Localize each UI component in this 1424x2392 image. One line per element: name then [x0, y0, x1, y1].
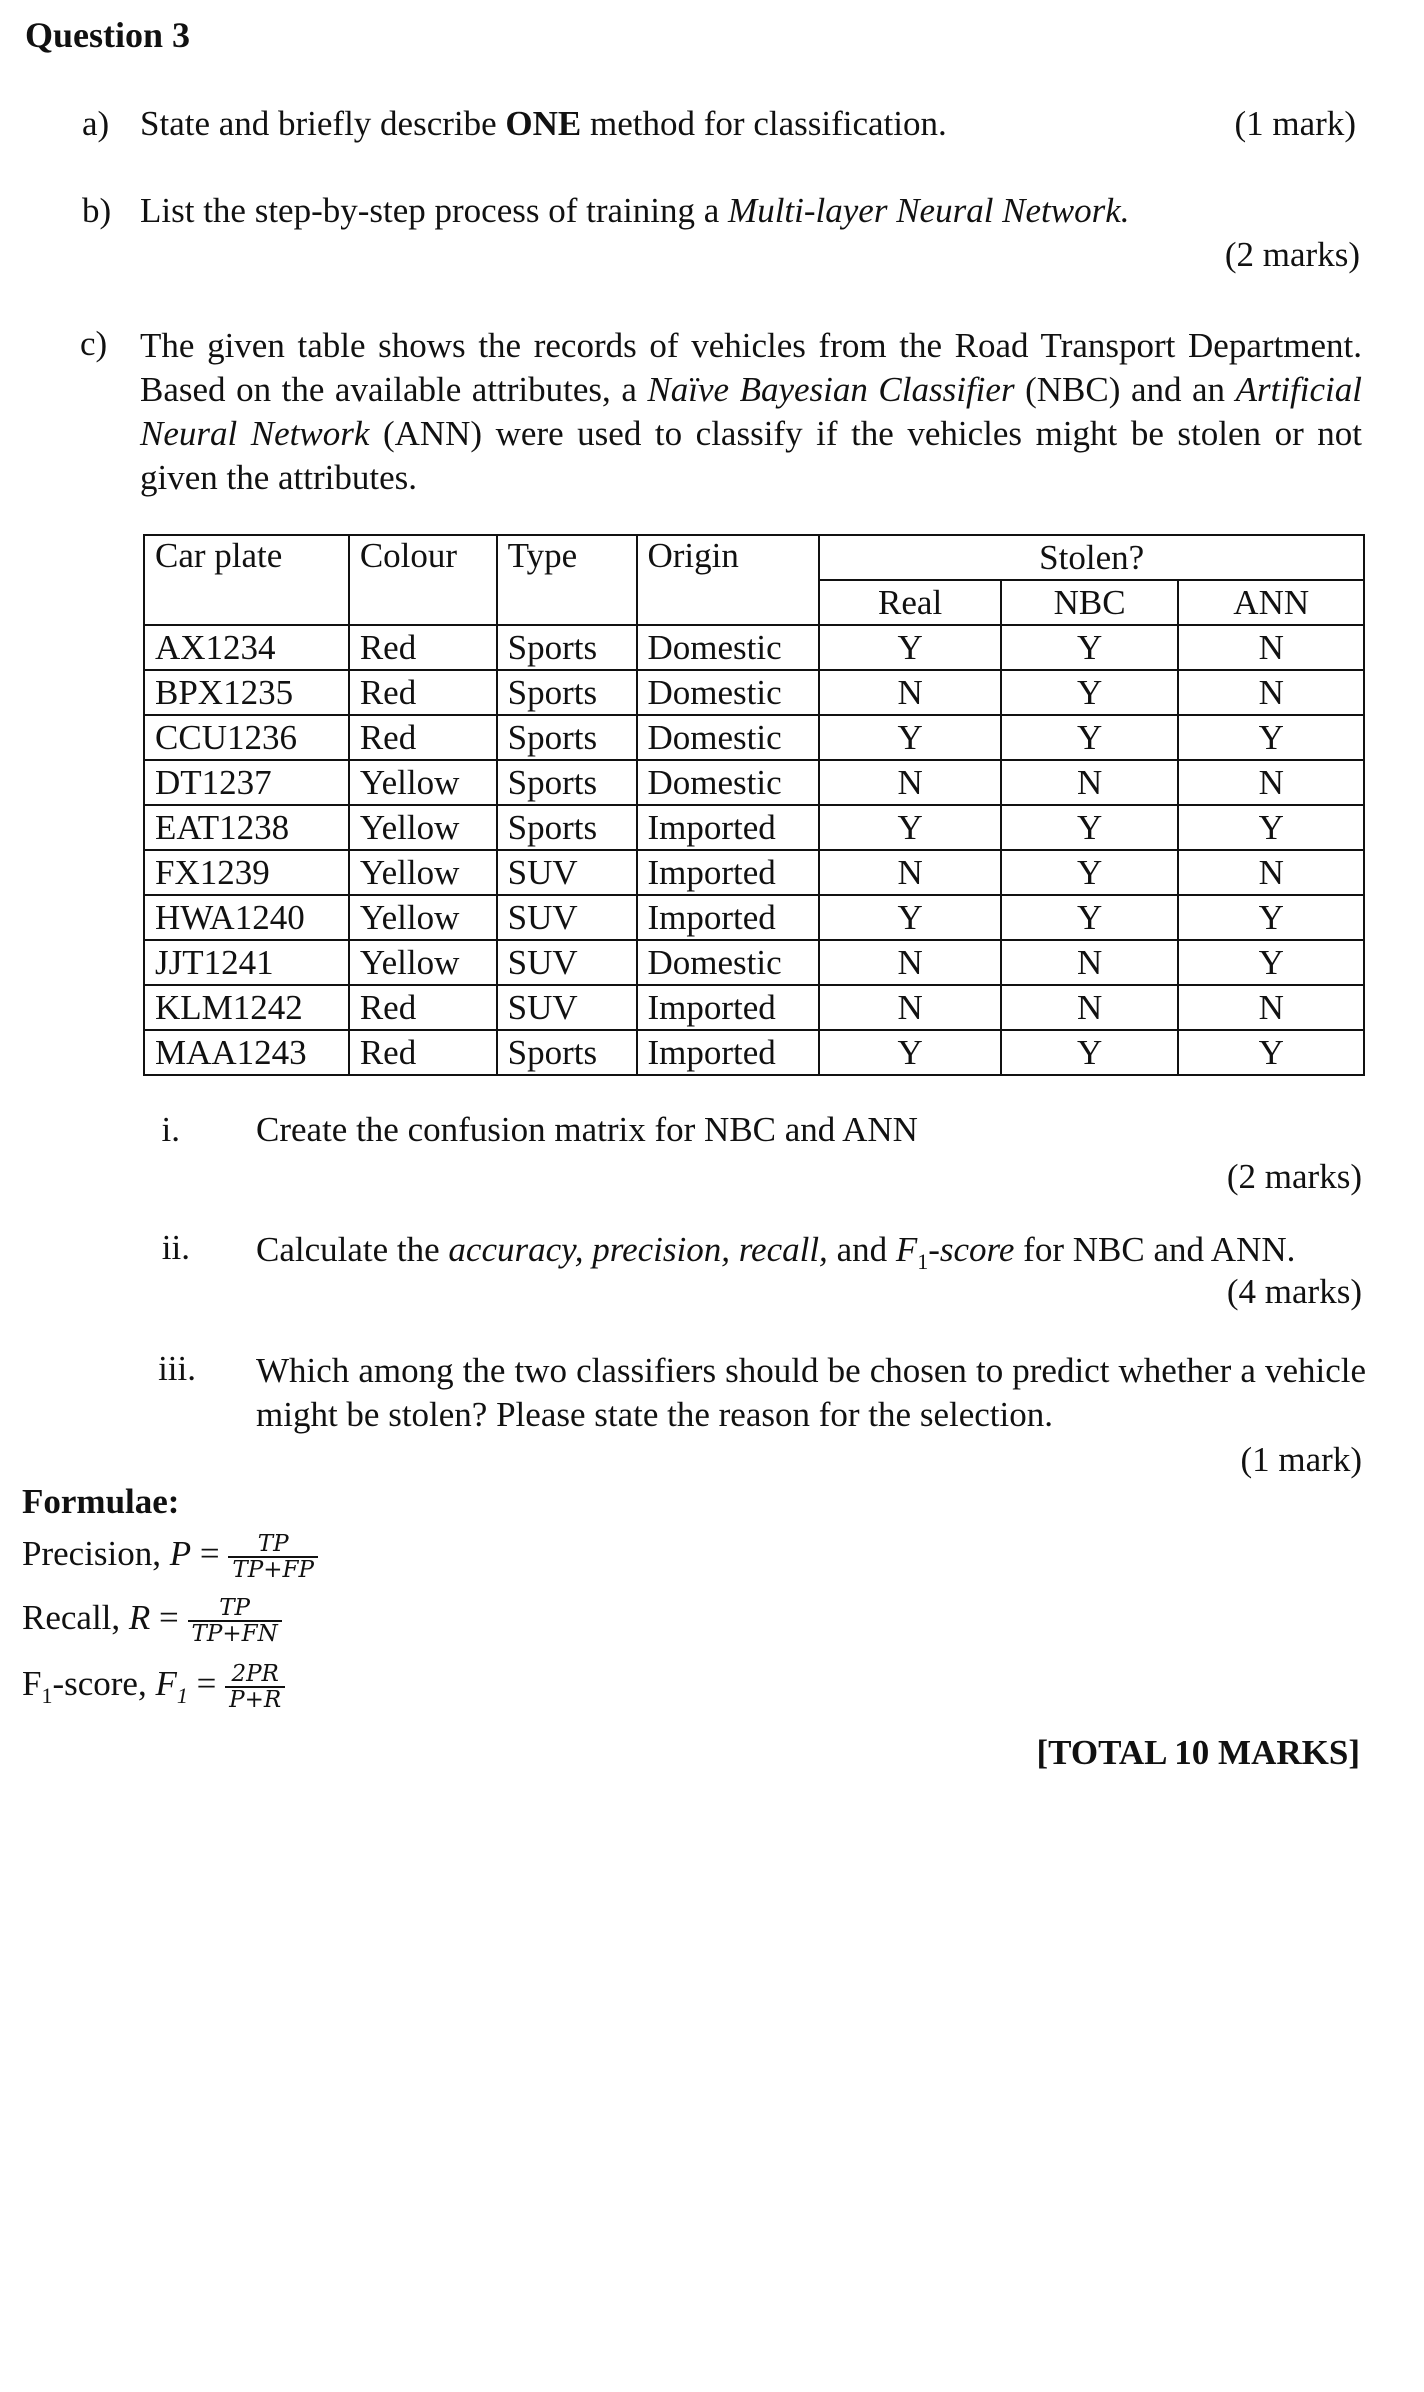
cell-nbc: N: [1001, 985, 1179, 1030]
cell-nbc: Y: [1001, 895, 1179, 940]
cell-origin: Domestic: [637, 760, 820, 805]
cell-ann: N: [1178, 760, 1364, 805]
cell-ann: Y: [1178, 940, 1364, 985]
f1-label-sub: 1: [41, 1683, 53, 1709]
cell-type: Sports: [497, 760, 637, 805]
header-colour: Colour: [349, 535, 497, 625]
cell-real: N: [819, 985, 1001, 1030]
cell-type: Sports: [497, 625, 637, 670]
header-car-plate: Car plate: [144, 535, 349, 625]
cell-colour: Red: [349, 715, 497, 760]
formula-precision: [22, 1532, 318, 1582]
cell-ann: N: [1178, 670, 1364, 715]
cell-type: Sports: [497, 670, 637, 715]
part-b-emphasis: Multi-layer Neural Network.: [728, 191, 1130, 230]
cell-nbc: Y: [1001, 625, 1179, 670]
table-row: [144, 625, 1364, 670]
precision-equals: =: [191, 1534, 229, 1574]
part-a-text-end: method for classification.: [581, 104, 947, 143]
cell-real: Y: [819, 715, 1001, 760]
part-b-text-start: List the step-by-step process of training a: [140, 191, 729, 230]
part-a-marks: (1 mark): [1234, 104, 1356, 143]
cell-colour: Yellow: [349, 940, 497, 985]
table-row: [144, 670, 1364, 715]
subq-ii-score: -score: [928, 1230, 1015, 1269]
precision-denominator: TP+FP: [228, 1556, 318, 1582]
cell-type: Sports: [497, 1030, 637, 1075]
cell-ann: Y: [1178, 715, 1364, 760]
cell-real: N: [819, 850, 1001, 895]
f1-equals: =: [187, 1664, 226, 1704]
part-c-seg3: (NBC) and an: [1014, 370, 1236, 409]
cell-car-plate: EAT1238: [144, 805, 349, 850]
cell-nbc: N: [1001, 940, 1179, 985]
cell-origin: Imported: [637, 985, 820, 1030]
cell-type: SUV: [497, 895, 637, 940]
cell-colour: Yellow: [349, 805, 497, 850]
header-type: Type: [497, 535, 637, 625]
cell-car-plate: CCU1236: [144, 715, 349, 760]
cell-car-plate: BPX1235: [144, 670, 349, 715]
table-header-row: [144, 535, 1364, 580]
recall-equals: =: [150, 1598, 188, 1638]
cell-origin: Imported: [637, 805, 820, 850]
part-c-ann-term: Artificial Neural Network: [140, 370, 1362, 453]
cell-nbc: Y: [1001, 715, 1179, 760]
table-row: [144, 895, 1364, 940]
part-a-emphasis: ONE: [505, 104, 582, 143]
cell-colour: Yellow: [349, 895, 497, 940]
cell-type: Sports: [497, 715, 637, 760]
part-c-label: c): [80, 324, 108, 363]
f1-fraction: [225, 1662, 285, 1712]
precision-fraction: [228, 1532, 318, 1582]
subq-iii-number: iii.: [158, 1349, 196, 1388]
cell-ann: N: [1178, 985, 1364, 1030]
cell-car-plate: DT1237: [144, 760, 349, 805]
part-c-text: [140, 324, 1362, 500]
table-row: [144, 1030, 1364, 1075]
f1-label-rest: -score,: [52, 1664, 156, 1704]
cell-car-plate: MAA1243: [144, 1030, 349, 1075]
cell-nbc: Y: [1001, 850, 1179, 895]
cell-colour: Red: [349, 670, 497, 715]
recall-fraction: [188, 1596, 282, 1646]
cell-type: Sports: [497, 805, 637, 850]
cell-real: Y: [819, 1030, 1001, 1075]
cell-ann: Y: [1178, 895, 1364, 940]
cell-car-plate: HWA1240: [144, 895, 349, 940]
part-a-label: a): [82, 104, 110, 143]
cell-type: SUV: [497, 850, 637, 895]
cell-origin: Imported: [637, 1030, 820, 1075]
subq-ii-number: ii.: [161, 1228, 190, 1267]
subq-ii-seg5: for NBC and ANN.: [1014, 1230, 1296, 1269]
cell-ann: N: [1178, 625, 1364, 670]
subq-ii-seg1: Calculate the: [256, 1230, 449, 1269]
part-c-nbc-term: Naïve Bayesian Classifier: [647, 370, 1015, 409]
cell-real: Y: [819, 805, 1001, 850]
subq-iii-marks: (1 mark): [1240, 1440, 1362, 1479]
cell-car-plate: FX1239: [144, 850, 349, 895]
f1-var: F: [155, 1664, 177, 1704]
f1-label-f: F: [22, 1664, 42, 1704]
cell-origin: Imported: [637, 895, 820, 940]
formula-recall: [22, 1596, 282, 1646]
total-marks: [TOTAL 10 MARKS]: [1036, 1733, 1360, 1772]
table-row: [144, 850, 1364, 895]
f1-var-sub: 1: [176, 1683, 188, 1709]
part-b-text: [140, 191, 1130, 231]
cell-colour: Yellow: [349, 760, 497, 805]
header-stolen-group: Stolen?: [819, 535, 1364, 580]
part-a-text-start: State and briefly describe: [140, 104, 506, 143]
cell-colour: Red: [349, 985, 497, 1030]
subq-iii-text: Which among the two classifiers should be chosen to predict whether a vehicle might be stolen? Please state the reason for the selection.: [256, 1351, 1366, 1434]
cell-car-plate: AX1234: [144, 625, 349, 670]
part-b-label: b): [82, 191, 112, 230]
formulae-heading: Formulae:: [22, 1482, 180, 1521]
cell-ann: N: [1178, 850, 1364, 895]
table-row: [144, 985, 1364, 1030]
question-title: Question 3: [25, 15, 191, 55]
cell-real: Y: [819, 625, 1001, 670]
part-a-text: [140, 104, 947, 144]
subq-i-number: i.: [161, 1110, 180, 1149]
header-nbc: NBC: [1001, 580, 1179, 625]
header-ann: ANN: [1178, 580, 1364, 625]
recall-denominator: TP+FN: [188, 1620, 282, 1646]
subq-i-text: Create the confusion matrix for NBC and ANN: [256, 1110, 918, 1149]
header-real: Real: [819, 580, 1001, 625]
recall-var: R: [128, 1598, 151, 1638]
header-origin: Origin: [637, 535, 820, 625]
table-row: [144, 805, 1364, 850]
subq-i-marks: (2 marks): [1226, 1157, 1362, 1196]
cell-type: SUV: [497, 940, 637, 985]
cell-nbc: Y: [1001, 670, 1179, 715]
cell-nbc: N: [1001, 760, 1179, 805]
subq-ii-f-sub: 1: [917, 1249, 929, 1274]
vehicle-records-table: [143, 534, 1365, 1076]
cell-nbc: Y: [1001, 805, 1179, 850]
cell-car-plate: JJT1241: [144, 940, 349, 985]
cell-colour: Red: [349, 1030, 497, 1075]
f1-numerator: 2PR: [231, 1661, 279, 1687]
cell-origin: Domestic: [637, 715, 820, 760]
precision-label: Precision,: [22, 1534, 170, 1574]
cell-real: Y: [819, 895, 1001, 940]
cell-colour: Red: [349, 625, 497, 670]
precision-numerator: TP: [257, 1531, 289, 1557]
subq-ii-metrics: accuracy, precision, recall,: [448, 1230, 828, 1269]
cell-origin: Imported: [637, 850, 820, 895]
subq-ii-seg3: and: [827, 1230, 896, 1269]
part-b-marks: (2 marks): [1224, 235, 1360, 274]
part-c-seg1: The given table shows the records of vehicles from the Road Transport Department. Based on the available attributes, a: [140, 326, 1362, 409]
table-body: [144, 625, 1364, 1075]
cell-origin: Domestic: [637, 670, 820, 715]
cell-real: N: [819, 940, 1001, 985]
part-c-seg5: (ANN) were used to classify if the vehicles might be stolen or not given the attributes.: [140, 414, 1363, 497]
cell-car-plate: KLM1242: [144, 985, 349, 1030]
cell-type: SUV: [497, 985, 637, 1030]
subq-ii-text: [256, 1228, 1362, 1284]
cell-origin: Domestic: [637, 625, 820, 670]
cell-ann: Y: [1178, 805, 1364, 850]
recall-label: Recall,: [22, 1598, 129, 1638]
precision-var: P: [169, 1534, 192, 1574]
formula-f1: [22, 1662, 285, 1712]
table-row: [144, 760, 1364, 805]
f1-denominator: P+R: [225, 1686, 285, 1712]
subq-ii-marks: (4 marks): [1226, 1272, 1362, 1311]
table-row: [144, 715, 1364, 760]
cell-ann: Y: [1178, 1030, 1364, 1075]
table-row: [144, 940, 1364, 985]
cell-real: N: [819, 670, 1001, 715]
cell-colour: Yellow: [349, 850, 497, 895]
subq-ii-f: F: [895, 1230, 918, 1269]
cell-nbc: Y: [1001, 1030, 1179, 1075]
cell-real: N: [819, 760, 1001, 805]
cell-origin: Domestic: [637, 940, 820, 985]
recall-numerator: TP: [219, 1595, 251, 1621]
